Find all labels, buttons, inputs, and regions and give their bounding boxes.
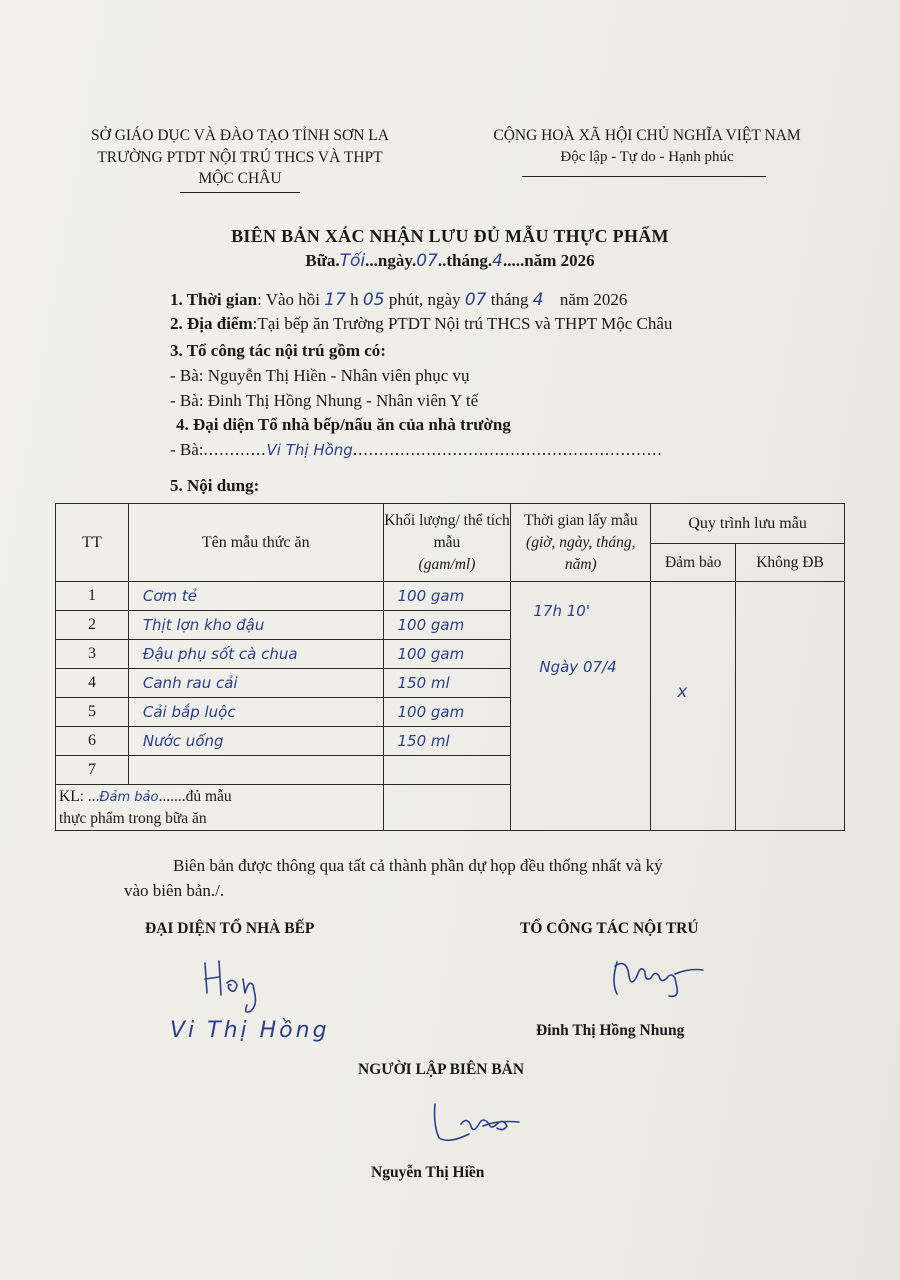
food-name: Thịt lợn kho đậu [128,611,383,640]
table-row: 1 Cơm tẻ 100 gam 17h 10' Ngày 07/4 x [56,582,845,611]
date-day-value: 07 [464,290,487,310]
date-month-value: 4 [532,290,544,310]
recorder-name: Nguyễn Thị Hiền [371,1164,485,1181]
ok-cell [651,582,736,831]
section-location: 2. Địa điểm:Tại bếp ăn Trường PTDT Nội trú THCS và THPT Mộc Châu [170,314,673,333]
notok-cell [736,582,845,831]
section-time: 1. Thời gian: Vào hồi 17 h 05 phút, ngày 07 tháng 4 năm 2026 [170,290,628,310]
sample-time-cell [511,582,651,831]
food-name: Cơm tẻ [128,582,383,611]
table-row: 5 Cải bắp luộc 100 gam [56,698,845,727]
conclusion-value: Đảm bảo [99,790,159,805]
food-weight: 150 ml [383,727,511,756]
table-row: 2 Thịt lợn kho đậu 100 gam [56,611,845,640]
food-weight: 100 gam [383,611,511,640]
table-row: 4 Canh rau cải 150 ml [56,669,845,698]
sample-time-hour: 17h 10' [533,602,590,620]
header-left-rule [180,192,300,193]
food-weight: 150 ml [383,669,511,698]
kitchen-rep-handwritten-name: Vi Thị Hồng [170,1018,330,1043]
food-name: Nước uống [128,727,383,756]
kitchen-rep-line: - Bà:............Vi Thị Hồng........................................................... [170,440,663,459]
hour-value: 17 [324,290,346,310]
food-weight: 100 gam [383,582,511,611]
committee-member-1: - Bà: Nguyễn Thị Hiền - Nhân viên phục vụ [170,366,470,385]
section-content-label: 5. Nội dung: [170,476,260,495]
recorder-title: NGƯỜI LẬP BIÊN BẢN [358,1061,525,1078]
col-header-tt: TT [56,504,129,582]
table-row: 7 [56,756,845,785]
food-name: Canh rau cải [128,669,383,698]
kitchen-rep-title: ĐẠI DIỆN TỔ NHÀ BẾP [145,920,315,937]
food-weight: 100 gam [383,698,511,727]
food-weight: 100 gam [383,640,511,669]
col-header-name: Tên mẫu thức ăn [128,504,383,582]
food-name: Đậu phụ sốt cà chua [128,640,383,669]
sample-time-date: Ngày 07/4 [539,658,617,676]
food-name [128,756,383,785]
section-committee-label: 3. Tổ công tác nội trú gồm có: [170,341,386,360]
col-header-process: Quy trình lưu mẫu [651,504,845,544]
table-row: 3 Đậu phụ sốt cà chua 100 gam [56,640,845,669]
day-value: 07 [416,251,438,271]
header-department: SỞ GIÁO DỤC VÀ ĐÀO TẠO TỈNH SƠN LA [91,127,389,144]
document-subtitle: Bữa.Tối...ngày.07..tháng.4.....năm 2026 [305,251,595,271]
kitchen-rep-name: Vi Thị Hồng [266,441,353,459]
minute-value: 05 [362,290,385,310]
recorder-signature [425,1098,535,1148]
header-school: TRƯỜNG PTDT NỘI TRÚ THCS VÀ THPT [97,149,383,166]
col-header-ok: Đảm bảo [651,544,736,582]
col-header-weight: Khối lượng/ thể tích mẫu (gam/ml) [383,504,511,582]
closing-line-2: vào biên bản./. [124,881,225,900]
committee-signature [605,952,715,1002]
meal-value: Tối [339,251,366,271]
committee-title: TỔ CÔNG TÁC NỘI TRÚ [520,920,699,937]
kitchen-rep-signature [195,955,285,1015]
col-header-time: Thời gian lấy mẫu (giờ, ngày, tháng, năm) [511,504,651,582]
committee-member-2: - Bà: Đinh Thị Hồng Nhung - Nhân viên Y tế [170,391,479,410]
closing-line-1: Biên bản được thông qua tất cả thành phần dự họp đều thống nhất và ký [173,856,663,875]
header-motto: Độc lập - Tự do - Hạnh phúc [560,149,734,165]
conclusion-cell: KL: ...Đảm bảo.......đủ mẫu thực phẩm trong bữa ăn [56,785,384,831]
document-title: BIÊN BẢN XÁC NHẬN LƯU ĐỦ MẪU THỰC PHẨM [231,226,669,246]
month-value: 4 [492,251,503,271]
header-school-location: MỘC CHÂU [198,170,282,187]
col-header-notok: Không ĐB [736,544,845,582]
table-row: 6 Nước uống 150 ml [56,727,845,756]
header-right-rule [522,176,766,177]
header-country: CỘNG HOÀ XÃ HỘI CHỦ NGHĨA VIỆT NAM [493,127,801,144]
committee-member-name: Đinh Thị Hồng Nhung [536,1022,685,1039]
food-name: Cải bắp luộc [128,698,383,727]
food-sample-table [55,503,845,831]
food-weight [383,756,511,785]
section-kitchen-rep-label: 4. Đại diện Tổ nhà bếp/nấu ăn của nhà trường [176,415,511,434]
ok-mark: x [677,682,688,702]
